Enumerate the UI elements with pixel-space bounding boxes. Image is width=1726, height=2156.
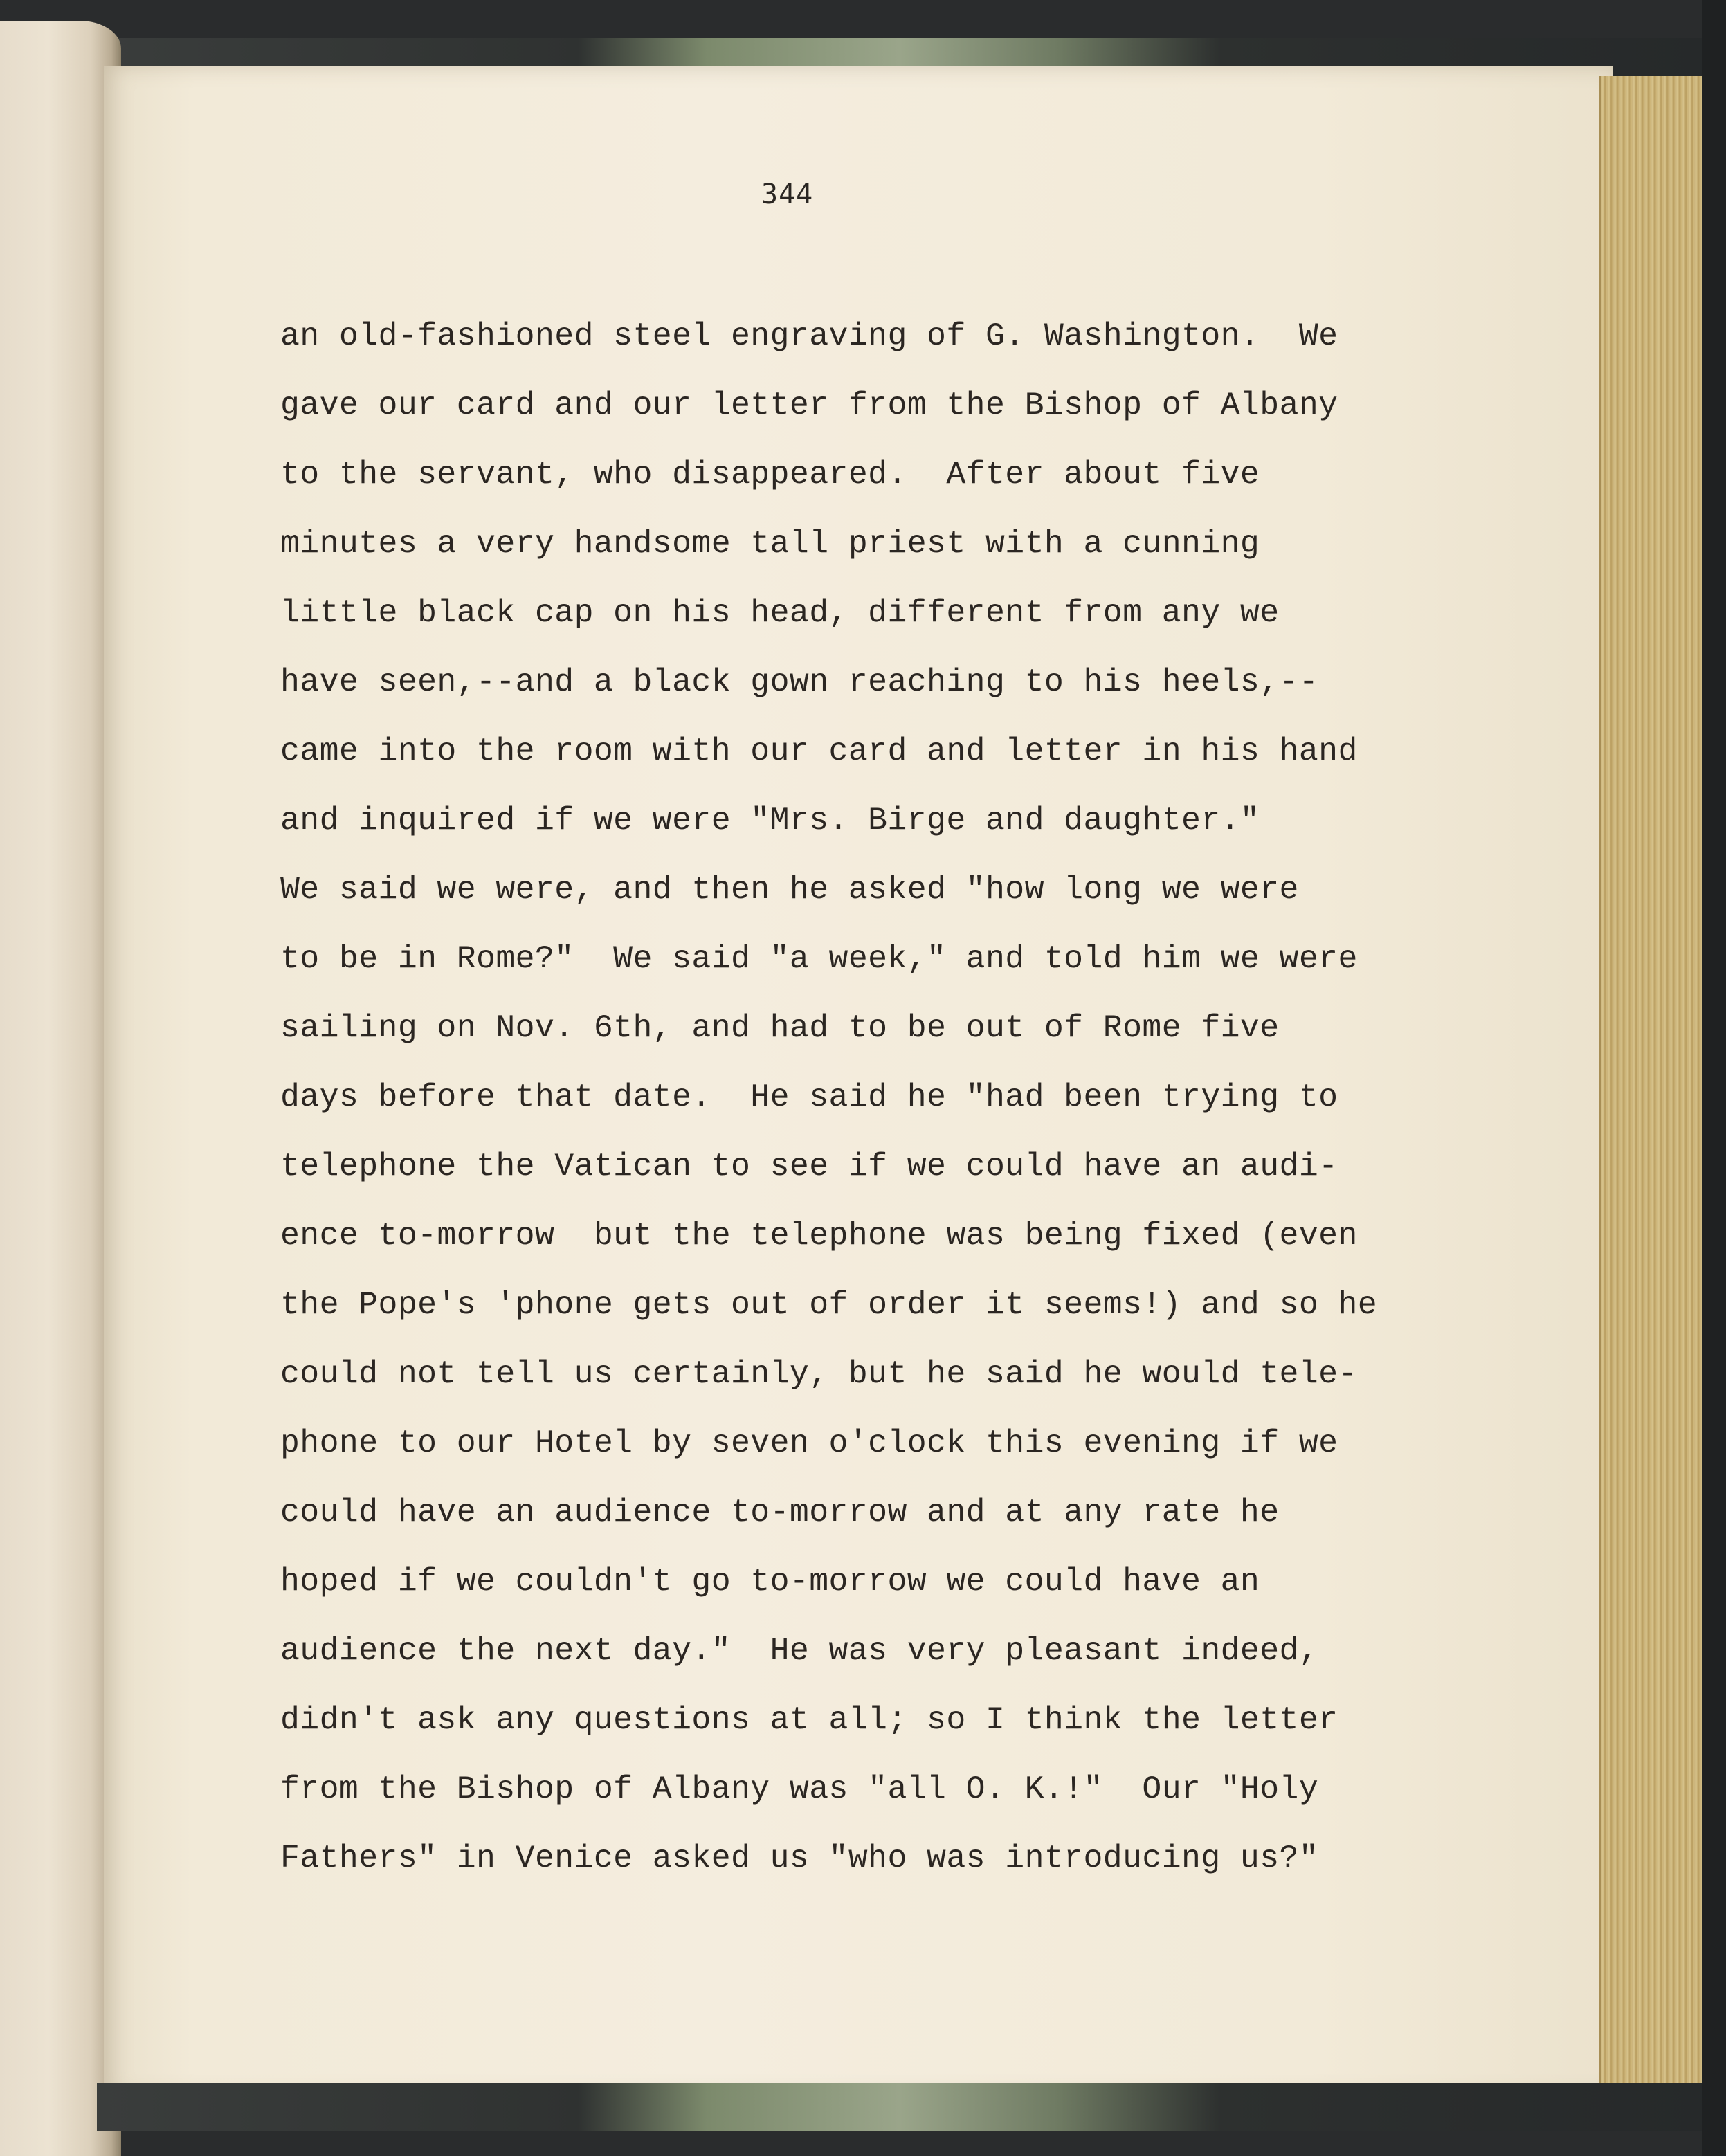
- text-line: the Pope's 'phone gets out of order it seems!) and so he: [280, 1286, 1378, 1323]
- page-edges: [1599, 76, 1705, 2086]
- text-line: We said we were, and then he asked "how long we were: [280, 871, 1299, 908]
- text-line: gave our card and our letter from the Bishop of Albany: [280, 387, 1338, 423]
- text-line: from the Bishop of Albany was "all O. K.!" Our "Holy: [280, 1771, 1319, 1807]
- text-line: didn't ask any questions at all; so I think the letter: [280, 1701, 1338, 1738]
- text-line: could have an audience to-morrow and at any rate he: [280, 1494, 1280, 1531]
- binding-bottom-edge: [97, 2083, 1702, 2131]
- text-line: and inquired if we were "Mrs. Birge and daughter.": [280, 802, 1260, 839]
- text-line: hoped if we couldn't go to-morrow we could have an: [280, 1563, 1260, 1600]
- text-line: to the servant, who disappeared. After about five: [280, 456, 1260, 493]
- text-line: telephone the Vatican to see if we could have an audi-: [280, 1148, 1338, 1185]
- facing-page-left: [0, 21, 121, 2156]
- text-line: ence to-morrow but the telephone was being fixed (even: [280, 1217, 1358, 1254]
- text-line: sailing on Nov. 6th, and had to be out of Rome five: [280, 1010, 1280, 1046]
- text-line: audience the next day." He was very pleasant indeed,: [280, 1632, 1319, 1669]
- text-line: came into the room with our card and letter in his hand: [280, 733, 1358, 769]
- text-line: have seen,--and a black gown reaching to his heels,--: [280, 664, 1319, 700]
- text-line: days before that date. He said he "had been trying to: [280, 1079, 1338, 1115]
- text-line: to be in Rome?" We said "a week," and told him we were: [280, 940, 1358, 977]
- page-number: 344: [761, 179, 814, 210]
- text-line: phone to our Hotel by seven o'clock this evening if we: [280, 1425, 1338, 1461]
- text-line: an old-fashioned steel engraving of G. Washington. We: [280, 318, 1338, 354]
- cover-edge-right: [1702, 0, 1726, 2156]
- text-line: could not tell us certainly, but he said he would tele-: [280, 1355, 1358, 1392]
- text-line: minutes a very handsome tall priest with a cunning: [280, 525, 1260, 562]
- typed-text-block: [280, 315, 1457, 1906]
- text-line: Fathers" in Venice asked us "who was introducing us?": [280, 1840, 1319, 1876]
- text-line: little black cap on his head, different from any we: [280, 594, 1280, 631]
